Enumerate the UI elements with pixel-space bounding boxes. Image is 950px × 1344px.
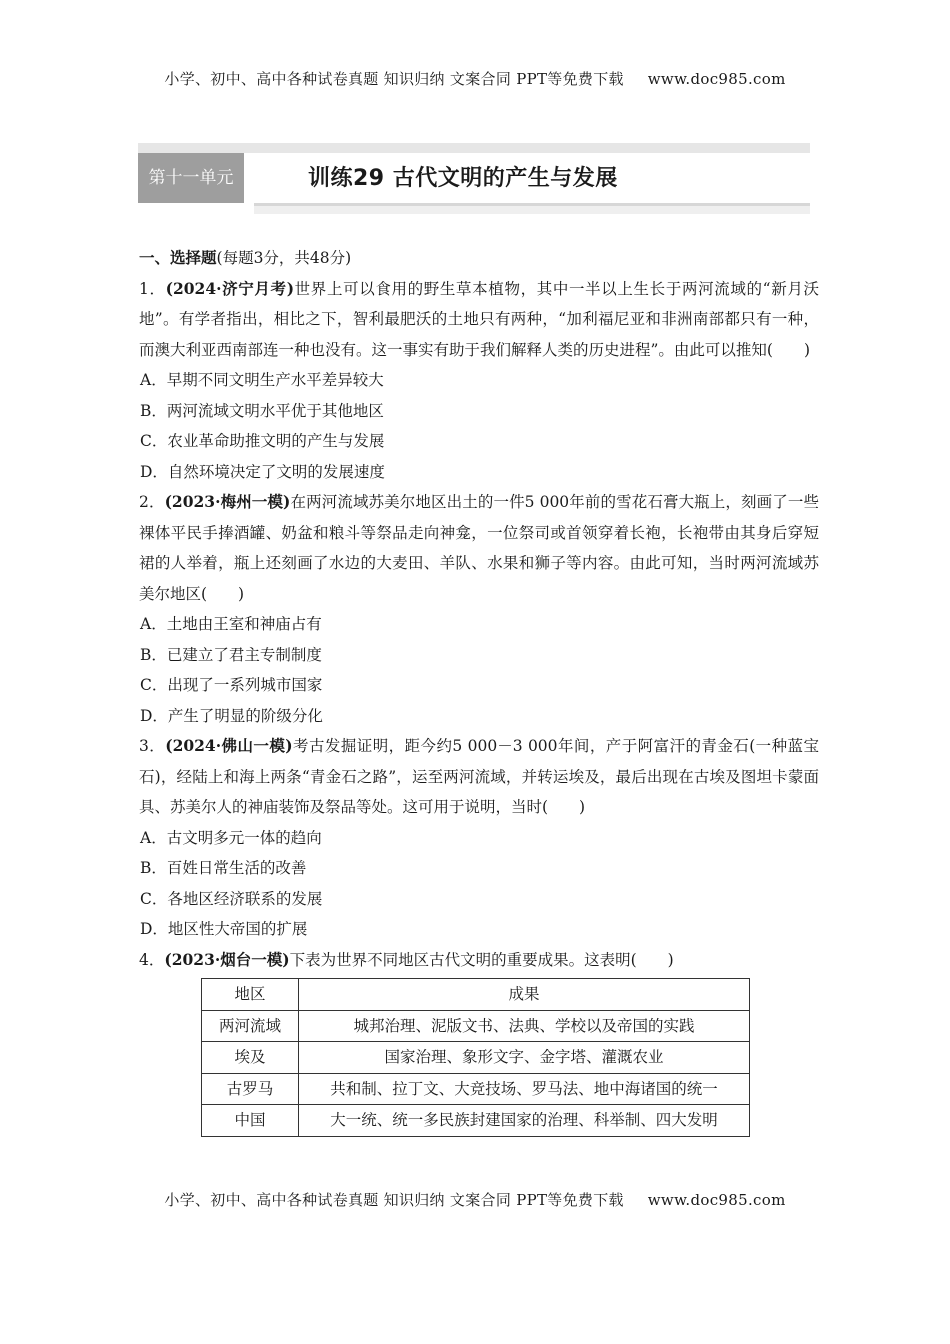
option-b: B．百姓日常生活的改善: [140, 859, 307, 877]
option-b: B．两河流域文明水平优于其他地区: [140, 401, 384, 420]
question-2: [139, 487, 819, 731]
table-row: [202, 1105, 750, 1137]
option-a: A．土地由王室和神庙占有: [140, 615, 322, 633]
page-header: [0, 68, 950, 89]
table-cell-achievements: 城邦治理、泥版文书、法典、学校以及帝国的实践: [299, 1010, 750, 1042]
table-row: [202, 1042, 750, 1074]
unit-label: 第十一单元: [138, 153, 244, 203]
table-cell-achievements: 大一统、统一多民族封建国家的治理、科举制、四大发明: [299, 1105, 750, 1137]
table-row: [202, 1073, 750, 1105]
question-content: [139, 243, 819, 1137]
footer-site-link[interactable]: www.doc985.com: [647, 1191, 786, 1209]
question-stem: [139, 487, 819, 609]
question-stem: [139, 945, 819, 976]
table-cell-region: 中国: [202, 1105, 299, 1137]
table-header-row: [202, 979, 750, 1011]
page-footer: [0, 1189, 950, 1210]
option-c: C．各地区经济联系的发展: [140, 889, 323, 908]
table-header-region: 地区: [202, 979, 299, 1011]
table-header-achievements: 成果: [299, 979, 750, 1011]
question-source: (2024·济宁月考): [165, 278, 295, 298]
question-3: [139, 731, 819, 945]
option-d: D．产生了明显的阶级分化: [140, 706, 323, 725]
question-1: [139, 274, 819, 488]
question-4: [139, 945, 819, 1137]
question-stem: [139, 274, 819, 366]
question-number: 4．: [139, 950, 165, 969]
header-text: 小学、初中、高中各种试卷真题 知识归纳 文案合同 PPT等免费下载: [164, 70, 624, 88]
question-text: 考古发掘证明，距今约5 000－3 000年间，产于阿富汗的青金石(一种蓝宝石)，经陆上和海上两条“青金石之路”，运至两河流域，并转运埃及，最后出现在古埃及图坦卡蒙面具、苏美尔人的神庙装饰及祭品等处。这可用于说明，当时( ): [139, 737, 819, 816]
question-text: 在两河流域苏美尔地区出土的一件5 000年前的雪花石膏大瓶上，刻画了一些裸体平民手捧酒罐、奶盆和粮斗等祭品走向神龛，一位祭司或首领穿着长袍，长袍带由其身后穿短裙的人举着，瓶上还刻画了水边的大麦田、羊队、水果和狮子等内容。由此可知，当时两河流域苏美尔地区( ): [139, 493, 819, 603]
section-note: (每题3分，共48分): [216, 249, 352, 267]
footer-text: 小学、初中、高中各种试卷真题 知识归纳 文案合同 PPT等免费下载: [164, 1191, 624, 1209]
title-box: [254, 153, 810, 206]
unit-banner: [138, 143, 810, 215]
question-source: (2024·佛山一模): [165, 736, 293, 755]
table-cell-region: 两河流域: [202, 1010, 299, 1042]
section-heading: [139, 243, 819, 274]
question-stem: [139, 731, 819, 823]
table-cell-achievements: 国家治理、象形文字、金字塔、灌溉农业: [299, 1042, 750, 1074]
question-source: (2023·梅州一模): [164, 492, 291, 511]
option-b: B．已建立了君主专制制度: [140, 645, 322, 664]
section-title: 一、选择题: [139, 248, 217, 267]
option-a: A．早期不同文明生产水平差异较大: [140, 371, 384, 389]
option-a: A．古文明多元一体的趋向: [140, 828, 322, 847]
table-cell-region: 埃及: [202, 1042, 299, 1074]
banner-bottom-band: [254, 206, 810, 214]
question-number: 1．: [139, 279, 166, 298]
header-site-link[interactable]: www.doc985.com: [647, 70, 786, 88]
question-text: 下表为世界不同地区古代文明的重要成果。这表明( ): [289, 950, 674, 969]
page-title: 训练29 古代文明的产生与发展: [308, 166, 618, 191]
option-c: C．出现了一系列城市国家: [140, 676, 323, 694]
table-row: [202, 1010, 750, 1042]
option-d: D．地区性大帝国的扩展: [140, 920, 308, 938]
question-number: 2．: [139, 493, 165, 511]
question-text: 世界上可以食用的野生草本植物，其中一半以上生长于两河流域的“新月沃地”。有学者指出，相比之下，智利最肥沃的土地只有两种，“加利福尼亚和非洲南部都只有一种，而澳大利亚西南部连一种也没有。这一事实有助于我们解释人类的历史进程”。由此可以推知( ): [139, 279, 819, 359]
table-cell-region: 古罗马: [202, 1073, 299, 1105]
question-source: (2023·烟台一模): [164, 949, 290, 969]
civilization-table: [201, 978, 750, 1137]
option-c: C．农业革命助推文明的产生与发展: [140, 432, 385, 450]
banner-top-band: [138, 143, 810, 153]
option-d: D．自然环境决定了文明的发展速度: [140, 462, 385, 481]
table-cell-achievements: 共和制、拉丁文、大竞技场、罗马法、地中海诸国的统一: [299, 1073, 750, 1105]
question-number: 3．: [139, 737, 166, 755]
